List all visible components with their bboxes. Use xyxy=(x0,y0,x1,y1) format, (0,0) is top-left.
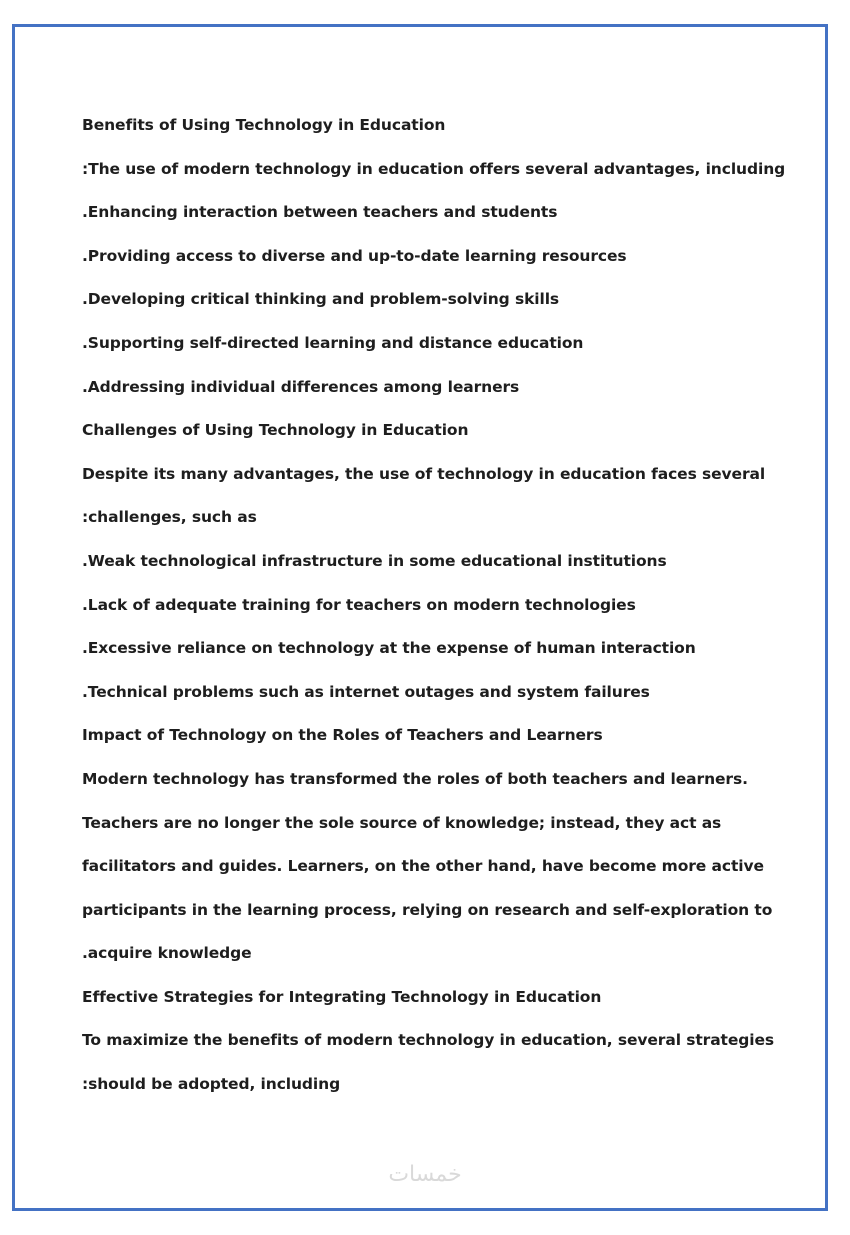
benefits-item-individual-differences: .Addressing individual differences among learners xyxy=(82,377,520,396)
heading-impact: Impact of Technology on the Roles of Teachers and Learners xyxy=(82,726,603,745)
impact-paragraph-line-3: facilitators and guides. Learners, on the other hand, have become more active xyxy=(82,857,764,876)
impact-paragraph-line-1: Modern technology has transformed the roles of both teachers and learners. xyxy=(82,769,748,788)
benefits-item-critical-thinking: .Developing critical thinking and problem-solving skills xyxy=(82,290,560,309)
impact-paragraph-line-4: participants in the learning process, relying on research and self-exploration to xyxy=(82,900,773,919)
challenges-intro-line-2: :challenges, such as xyxy=(82,508,257,527)
heading-challenges: Challenges of Using Technology in Education xyxy=(82,421,469,440)
benefits-item-self-directed: .Supporting self-directed learning and distance education xyxy=(82,333,584,352)
document-body xyxy=(82,104,786,1107)
watermark-logo: خمسات xyxy=(388,1162,462,1187)
benefits-item-resources: .Providing access to diverse and up-to-date learning resources xyxy=(82,246,627,265)
impact-paragraph-line-5: .acquire knowledge xyxy=(82,944,252,963)
benefits-intro-line: :The use of modern technology in education offers several advantages, including xyxy=(82,159,786,178)
challenges-intro-line-1: Despite its many advantages, the use of technology in education faces several xyxy=(82,464,766,483)
challenges-item-reliance: .Excessive reliance on technology at the expense of human interaction xyxy=(82,639,696,658)
strategies-intro-line-2: :should be adopted, including xyxy=(82,1075,341,1094)
benefits-item-interaction: .Enhancing interaction between teachers and students xyxy=(82,203,558,222)
challenges-item-training: .Lack of adequate training for teachers on modern technologies xyxy=(82,595,636,614)
heading-benefits: Benefits of Using Technology in Education xyxy=(82,116,446,134)
challenges-item-technical-problems: .Technical problems such as internet outages and system failures xyxy=(82,682,650,701)
heading-strategies: Effective Strategies for Integrating Technology in Education xyxy=(82,987,602,1006)
impact-paragraph-line-2: Teachers are no longer the sole source of knowledge; instead, they act as xyxy=(82,813,722,832)
challenges-item-infrastructure: .Weak technological infrastructure in some educational institutions xyxy=(82,551,667,570)
strategies-intro-line-1: To maximize the benefits of modern technology in education, several strategies xyxy=(82,1031,775,1050)
